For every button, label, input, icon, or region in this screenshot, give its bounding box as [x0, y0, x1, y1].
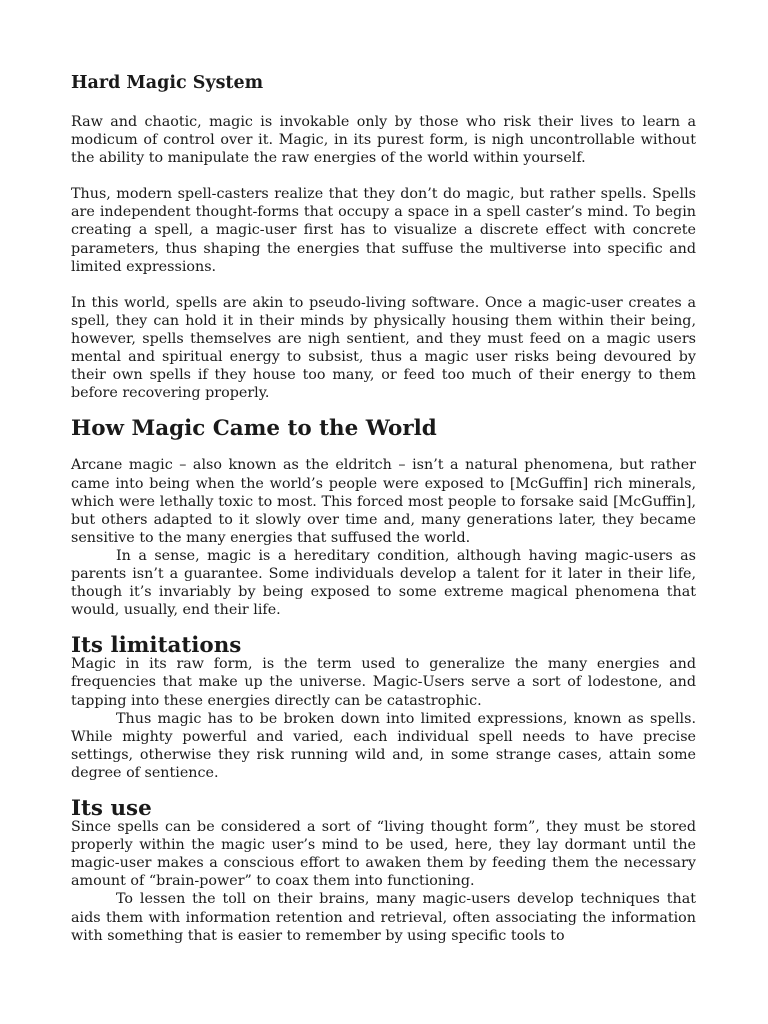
use-paragraph-1: Since spells can be considered a sort of “living thought form”, they must be stored properly within the magic user’s mind to be used, here, they lay dormant until the magic-user makes a conscious effort to awaken them by feeding them the necessary amount of “brain-power” to coax them into functioning. — [71, 819, 696, 890]
document-title: Hard Magic System — [71, 73, 264, 93]
use-paragraph-2: To lessen the toll on their brains, many magic-users develop techniques that aids them with information retention and retrieval, often associating the information with something that is easier to remember by using specific tools to — [71, 891, 696, 944]
intro-paragraph-1: Raw and chaotic, magic is invokable only by those who risk their lives to learn a modicum of control over it. Magic, in its purest form, is nigh uncontrollable without the ability to manipulate the raw energies of the world within yourself. — [71, 114, 696, 167]
origin-paragraph-1: Arcane magic – also known as the eldritch – isn’t a natural phenomena, but rather came into being when the world’s people were exposed to [McGuffin] rich minerals, which were lethally toxic to most. This forced most people to forsake said [McGuffin], but others adapted to it slowly over time and, many generations later, they became sensitive to the many energies that suffused the world. — [71, 457, 696, 546]
limitations-paragraph-2: Thus magic has to be broken down into limited expressions, known as spells. While mighty powerful and varied, each individual spell needs to have precise settings, otherwise they risk running wild and, in some strange cases, attain some degree of sentience. — [71, 710, 696, 781]
section-heading-limitations: Its limitations — [71, 633, 242, 659]
limitations-paragraph-1: Magic in its raw form, is the term used to generalize the many energies and frequencies that make up the universe. Magic-Users serve a sort of lodestone, and tapping into these energies directly can be catastrophic. — [71, 656, 696, 709]
section-heading-use: Its use — [71, 796, 152, 821]
intro-paragraph-2: Thus, modern spell-casters realize that they don’t do magic, but rather spells. Spells are independent thought-forms that occupy a space in a spell caster’s mind. To begin creating a spell, a magic-user first has to visualize a discrete effect with concrete parameters, thus shaping the energies that suffuse the multiverse into specific and limited expressions. — [71, 186, 696, 275]
origin-paragraph-2: In a sense, magic is a hereditary condition, although having magic-users as parents isn’t a guarantee. Some individuals develop a talent for it later in their life, though it’s invariably by being exposed to some extreme magical phenomena that would, usually, end their life. — [71, 547, 696, 619]
document-page — [71, 72, 696, 945]
section-heading-origin: How Magic Came to the World — [71, 416, 437, 442]
intro-paragraph-3: In this world, spells are akin to pseudo-living software. Once a magic-user creates a spell, they can hold it in their minds by physically housing them within their being, however, spells themselves are nigh sentient, and they must feed on a magic users mental and spiritual energy to subsist, thus a magic user risks being devoured by their own spells if they house too many, or feed too much of their energy to them before recovering properly. — [71, 294, 696, 402]
